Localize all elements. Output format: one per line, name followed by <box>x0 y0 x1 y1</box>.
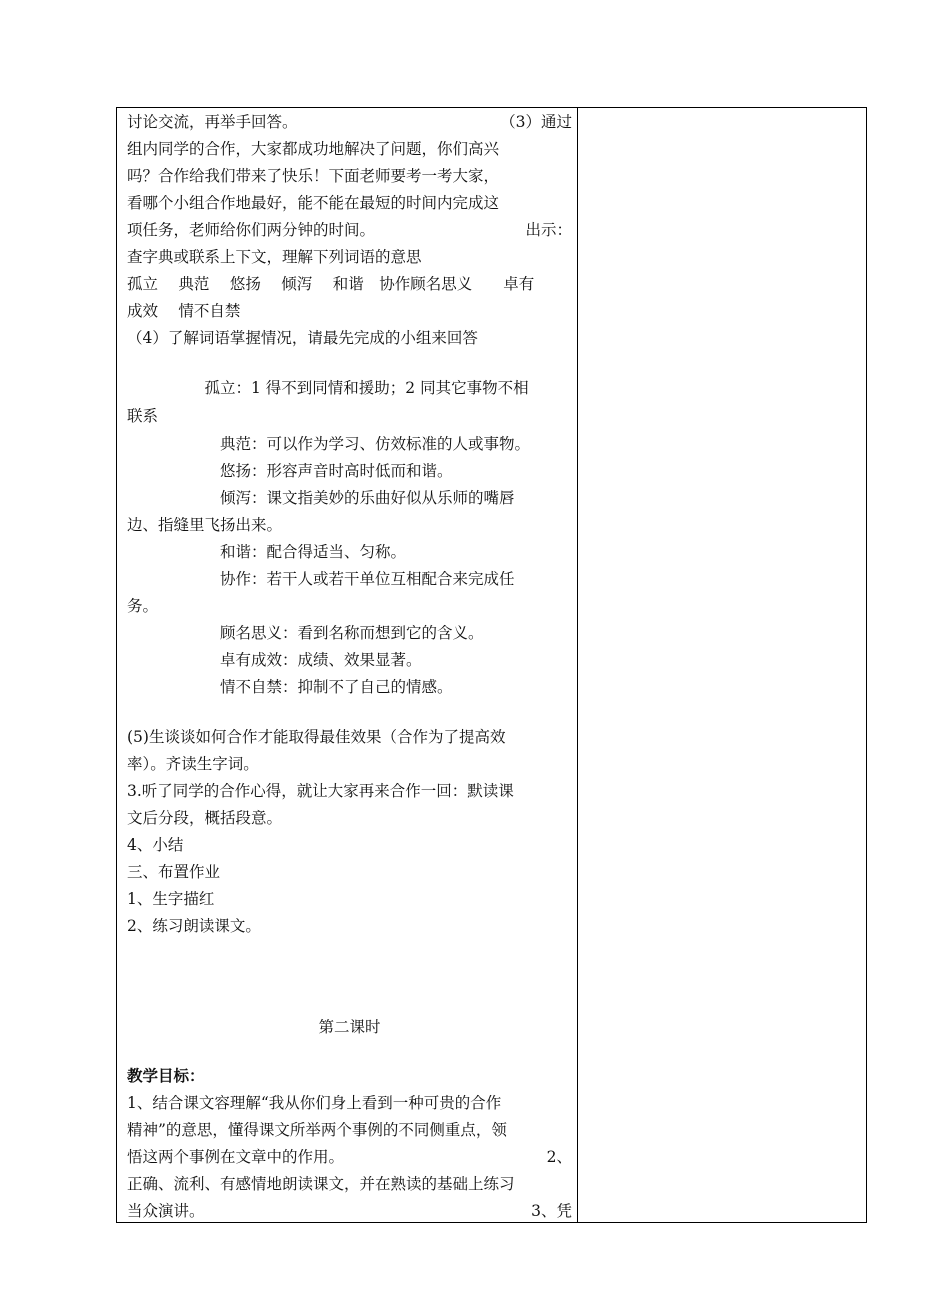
text-line: 1、生字描红 <box>127 890 215 908</box>
text-line: 当众演讲。 <box>127 1202 205 1220</box>
text-line: 1、结合课文容理解“我从你们身上看到一种可贵的合作 <box>127 1094 502 1112</box>
text-line: 查字典或联系上下文，理解下列词语的意思 <box>127 248 422 266</box>
text-line: 3.听了同学的合作心得，就让大家再来合作一回：默读课 <box>127 782 514 800</box>
text-line: 典范：可以作为学习、仿效标准的人或事物。 <box>127 435 531 453</box>
text-line: 情不自禁：抑制不了自己的情感。 <box>127 678 453 696</box>
text-line: 孤立：1 得不到同情和援助；2 同其它事物不相 <box>127 379 529 397</box>
text-line: 讨论交流，再举手回答。 <box>127 113 298 131</box>
text-line: (5)生谈谈如何合作才能取得最佳效果（合作为了提高效 <box>127 728 506 746</box>
text-line: 悟这两个事例在文章中的作用。 <box>127 1148 345 1166</box>
notes-cell <box>578 108 866 1222</box>
text-line: 出示： <box>525 221 572 239</box>
text-line: 倾泻：课文指美妙的乐曲好似从乐师的嘴唇 <box>127 489 515 507</box>
text-line: 看哪个小组合作地最好，能不能在最短的时间内完成这 <box>127 194 500 212</box>
section-heading: 第二课时 <box>318 1018 381 1036</box>
text-line: 吗？合作给我们带来了快乐！下面老师要考一考大家， <box>127 167 500 185</box>
text-line: 组内同学的合作，大家都成功地解决了问题，你们高兴 <box>127 140 500 158</box>
text-line: （3）通过 <box>500 113 572 131</box>
text-line: 三、布置作业 <box>127 863 221 881</box>
text-line: 悠扬：形容声音时高时低而和谐。 <box>127 462 453 480</box>
text-line: 2、 <box>546 1148 572 1166</box>
text-line: 和谐：配合得适当、匀称。 <box>127 543 407 561</box>
text-line: 精神”的意思，懂得课文所举两个事例的不同侧重点，领 <box>127 1121 507 1139</box>
teaching-goals-heading: 教学目标： <box>127 1066 205 1085</box>
text-line: 4、小结 <box>127 836 184 854</box>
text-line: 3、凭 <box>531 1202 572 1220</box>
text-line: 协作：若干人或若干单位互相配合来完成任 <box>127 570 515 588</box>
text-line: 孤立 典范 悠扬 倾泻 和谐 协作顾名思义 卓有 <box>127 275 535 293</box>
text-line: 顾名思义：看到名称而想到它的含义。 <box>127 624 484 642</box>
text-line: 边、指缝里飞扬出来。 <box>127 516 283 534</box>
text-line: 率）。齐读生字词。 <box>127 755 259 773</box>
text-line: 文后分段，概括段意。 <box>127 809 283 827</box>
text-line: 务。 <box>127 597 159 615</box>
text-line: 正确、流利、有感情地朗读课文，并在熟读的基础上练习 <box>127 1175 515 1193</box>
text-line: 2、练习朗读课文。 <box>127 917 261 935</box>
text-line: 项任务，老师给你们两分钟的时间。 <box>127 221 376 239</box>
text-line: 成效 情不自禁 <box>127 302 241 320</box>
lesson-content-cell <box>117 108 577 1222</box>
lesson-plan-table <box>116 107 867 1223</box>
text-line: 联系 <box>127 407 159 425</box>
text-line: （4）了解词语掌握情况，请最先完成的小组来回答 <box>127 329 478 347</box>
text-line: 卓有成效：成绩、效果显著。 <box>127 651 422 669</box>
